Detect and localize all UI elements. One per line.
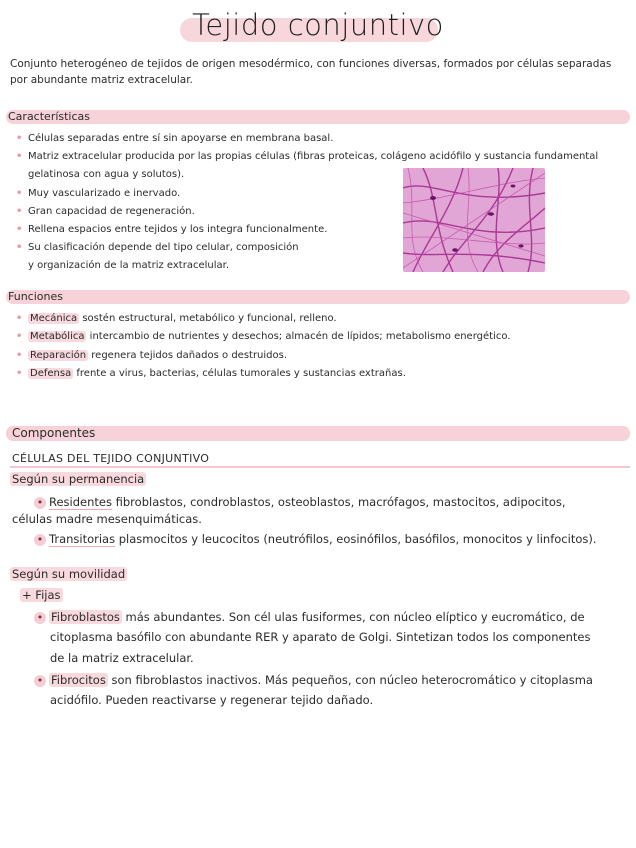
fibroblastos-text-3: de la matriz extracelular. xyxy=(50,651,194,665)
funciones-list xyxy=(16,310,626,383)
subheading-underline xyxy=(10,466,630,468)
fibrocitos-item xyxy=(34,670,630,690)
section-heading-funciones: Funciones xyxy=(8,290,63,303)
bullet-icon: • xyxy=(34,675,46,687)
movilidad-label: Según su movilidad xyxy=(12,567,126,581)
section-heading-componentes: Componentes xyxy=(12,426,96,440)
list-item: • Células separadas entre sí sin apoyarse en membrana basal. xyxy=(16,130,626,148)
list-item xyxy=(16,328,626,346)
term-fibroblastos: Fibroblastos xyxy=(51,610,120,624)
fijas-label: Fijas xyxy=(35,588,61,602)
term-fibrocitos: Fibrocitos xyxy=(51,673,106,687)
bullet-icon: • xyxy=(34,497,46,509)
residentes-text: fibroblastos, condroblastos, osteoblastos, macrófagos, mastocitos, adipocitos, xyxy=(111,495,566,509)
permanencia-label-wrap xyxy=(10,472,146,486)
term-defensa: Defensa xyxy=(30,367,72,379)
term-reparacion: Reparación xyxy=(30,349,87,361)
list-item: • Gran capacidad de regeneración. xyxy=(16,203,626,221)
movilidad-label-wrap xyxy=(10,567,127,581)
list-item: • Matriz extracelular producida por las propias células (fibras proteicas, colágeno acidófilo y sustancia fundamental xyxy=(16,148,626,166)
fibroblastos-item xyxy=(34,607,630,627)
list-item-continuation: gelatinosa con agua y solutos). xyxy=(28,169,185,181)
fibrocitos-text-1: son fibroblastos inactivos. Más pequeños, con núcleo heterocromático y citoplasma xyxy=(107,673,593,687)
cells-subheading: CÉLULAS DEL TEJIDO CONJUNTIVO xyxy=(12,452,210,465)
list-item xyxy=(16,365,626,383)
term-metabolica: Metabólica xyxy=(30,331,85,343)
term-description: regenera tejidos dañados o destruidos. xyxy=(88,349,288,361)
term-mecanica: Mecánica xyxy=(30,313,78,324)
page-title: Tejido conjuntivo xyxy=(192,8,444,42)
bullet-icon: • xyxy=(34,612,46,624)
transitorias-text: plasmocitos y leucocitos (neutrófilos, eosinófilos, basófilos, monocitos y linfocitos). xyxy=(115,532,597,546)
title-area xyxy=(0,8,636,48)
fibroblastos-text-1: más abundantes. Son cél ulas fusiformes, con núcleo elíptico y eucromático, de xyxy=(121,610,585,624)
list-item xyxy=(16,310,626,328)
term-description: intercambio de nutrientes y desechos; almacén de lípidos; metabolismo energético. xyxy=(86,331,511,343)
permanencia-label: Según su permanencia xyxy=(12,472,145,486)
term-description: frente a virus, bacterias, células tumorales y sustancias extrañas. xyxy=(73,367,406,379)
list-item: • Rellena espacios entre tejidos y los integra funcionalmente. xyxy=(16,221,626,239)
list-item xyxy=(16,347,626,365)
section-bar-funciones xyxy=(6,290,630,304)
transitorias-item xyxy=(34,529,630,549)
fijas-highlight xyxy=(20,588,63,602)
fibroblastos-text-2: citoplasma basófilo con abundante RER y aparato de Golgi. Sintetizan todos los componentes xyxy=(50,630,591,644)
residentes-continuation: células madre mesenquimáticas. xyxy=(12,512,202,526)
connective-tissue-micrograph xyxy=(403,168,545,272)
section-bar-caracteristicas xyxy=(6,110,630,124)
section-heading-caracteristicas: Características xyxy=(8,110,91,123)
fibrocitos-text-2: acidófilo. Pueden reactivarse y regenerar tejido dañado. xyxy=(50,693,374,707)
intro-text: Conjunto heterogéneo de tejidos de origen mesodérmico, con funciones diversas, formados por células separadas por abundante matriz extracelular. xyxy=(10,58,612,86)
term-transitorias: Transitorias xyxy=(49,532,116,546)
fijas-item xyxy=(20,588,63,602)
plus-icon: + xyxy=(22,588,36,602)
term-description: sostén estructural, metabólico y funcional, relleno. xyxy=(79,313,337,324)
section-bar-componentes xyxy=(6,426,630,441)
bullet-icon: • xyxy=(34,534,46,546)
term-residentes: Residentes xyxy=(49,495,112,509)
list-item: • Muy vascularizado e inervado. xyxy=(16,185,626,203)
list-item-continuation: y organización de la matriz extracelular. xyxy=(28,260,230,272)
list-item: • Su clasificación depende del tipo celular, composición xyxy=(16,239,626,257)
